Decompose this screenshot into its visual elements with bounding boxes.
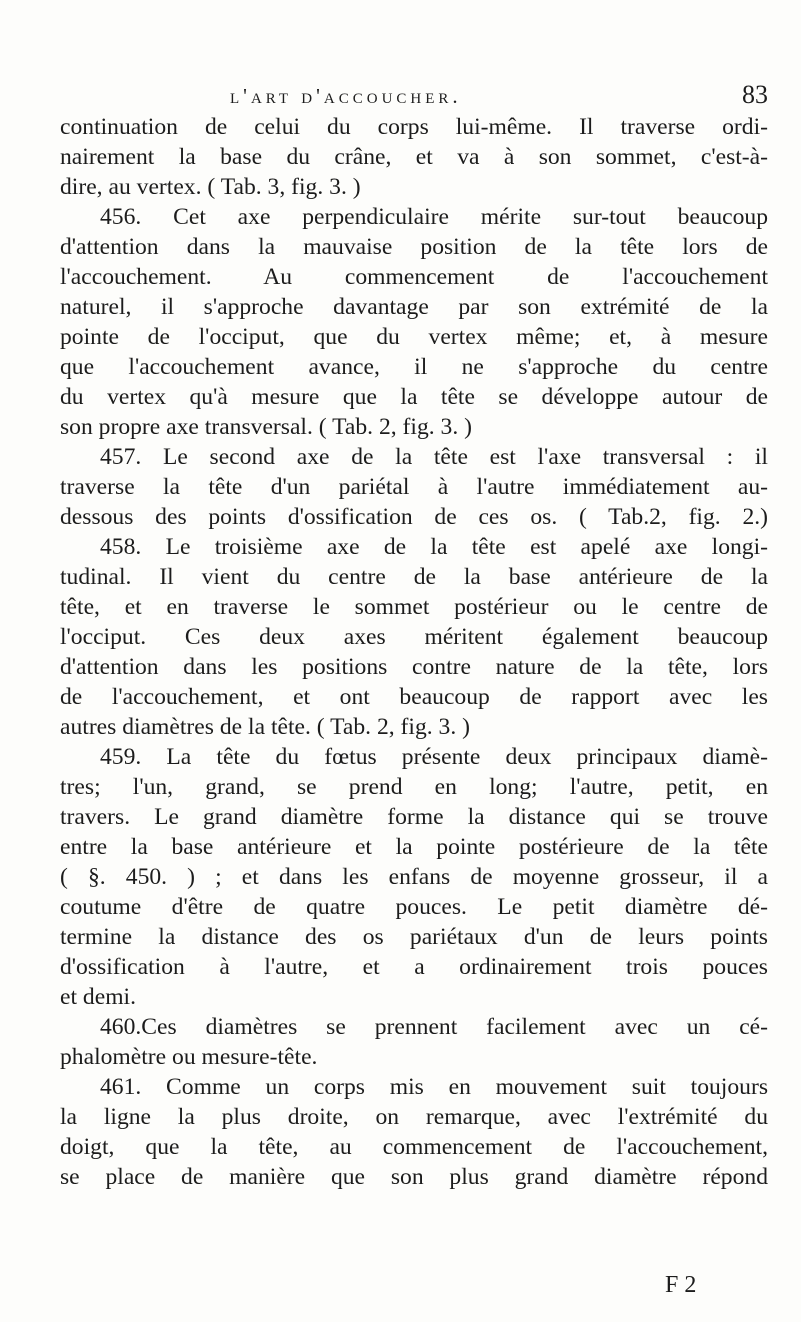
body-text [60,112,768,1192]
paragraph-460-start: 460.Ces diamètres se prennent facilement avec un cé- [100,1014,768,1040]
text-line: nairement la base du crâne, et va à son sommet, c'est-à- [60,144,768,170]
paragraph-457-start: 457. Le second axe de la tête est l'axe transversal : il [100,444,768,470]
text-line: dessous des points d'ossification de ces os. ( Tab.2, fig. 2.) [60,504,768,530]
signature-mark: F 2 [665,1272,697,1298]
text-line: traverse la tête d'un pariétal à l'autre immédiatement au- [60,474,768,500]
page-header [60,80,768,114]
text-line: l'accouchement. Au commencement de l'accouchement [60,264,768,290]
text-line: naturel, il s'approche davantage par son extrémité de la [60,294,768,320]
text-line: entre la base antérieure et la pointe postérieure de la tête [60,834,768,860]
running-title: l'art d'accoucher. [230,84,462,108]
text-line: travers. Le grand diamètre forme la distance qui se trouve [60,804,768,830]
text-line: se place de manière que son plus grand diamètre répond [60,1164,768,1190]
paragraph-459-start: 459. La tête du fœtus présente deux principaux diamè- [100,744,768,770]
text-line: termine la distance des os pariétaux d'un de leurs points [60,924,768,950]
text-line: autres diamètres de la tête. ( Tab. 2, fig. 3. ) [60,714,470,740]
paragraph-456-start: 456. Cet axe perpendiculaire mérite sur-tout beaucoup [100,204,768,230]
text-line: coutume d'être de quatre pouces. Le petit diamètre dé- [60,894,768,920]
text-line: doigt, que la tête, au commencement de l'accouchement, [60,1134,768,1160]
text-line: d'ossification à l'autre, et a ordinairement trois pouces [60,954,768,980]
text-line: tête, et en traverse le sommet postérieur ou le centre de [60,594,768,620]
text-line: de l'accouchement, et ont beaucoup de rapport avec les [60,684,768,710]
text-line: pointe de l'occiput, que du vertex même; et, à mesure [60,324,768,350]
text-line: continuation de celui du corps lui-même. Il traverse ordi- [60,114,768,140]
text-line: l'occiput. Ces deux axes méritent également beaucoup [60,624,768,650]
text-line: tudinal. Il vient du centre de la base antérieure de la [60,564,768,590]
text-line: d'attention dans la mauvaise position de la tête lors de [60,234,768,260]
text-line: d'attention dans les positions contre nature de la tête, lors [60,654,768,680]
text-line: dire, au vertex. ( Tab. 3, fig. 3. ) [60,174,361,200]
text-line: son propre axe transversal. ( Tab. 2, fig. 3. ) [60,414,472,440]
text-line: la ligne la plus droite, on remarque, avec l'extrémité du [60,1104,768,1130]
paragraph-458-start: 458. Le troisième axe de la tête est apelé axe longi- [100,534,768,560]
page-number: 83 [742,80,768,109]
text-line: ( §. 450. ) ; et dans les enfans de moyenne grosseur, il a [60,864,768,890]
text-line: du vertex qu'à mesure que la tête se développe autour de [60,384,768,410]
text-line: et demi. [60,984,136,1010]
text-line: phalomètre ou mesure-tête. [60,1044,318,1070]
paragraph-461-start: 461. Comme un corps mis en mouvement suit toujours [100,1074,768,1100]
text-line: tres; l'un, grand, se prend en long; l'autre, petit, en [60,774,768,800]
text-line: que l'accouchement avance, il ne s'approche du centre [60,354,768,380]
